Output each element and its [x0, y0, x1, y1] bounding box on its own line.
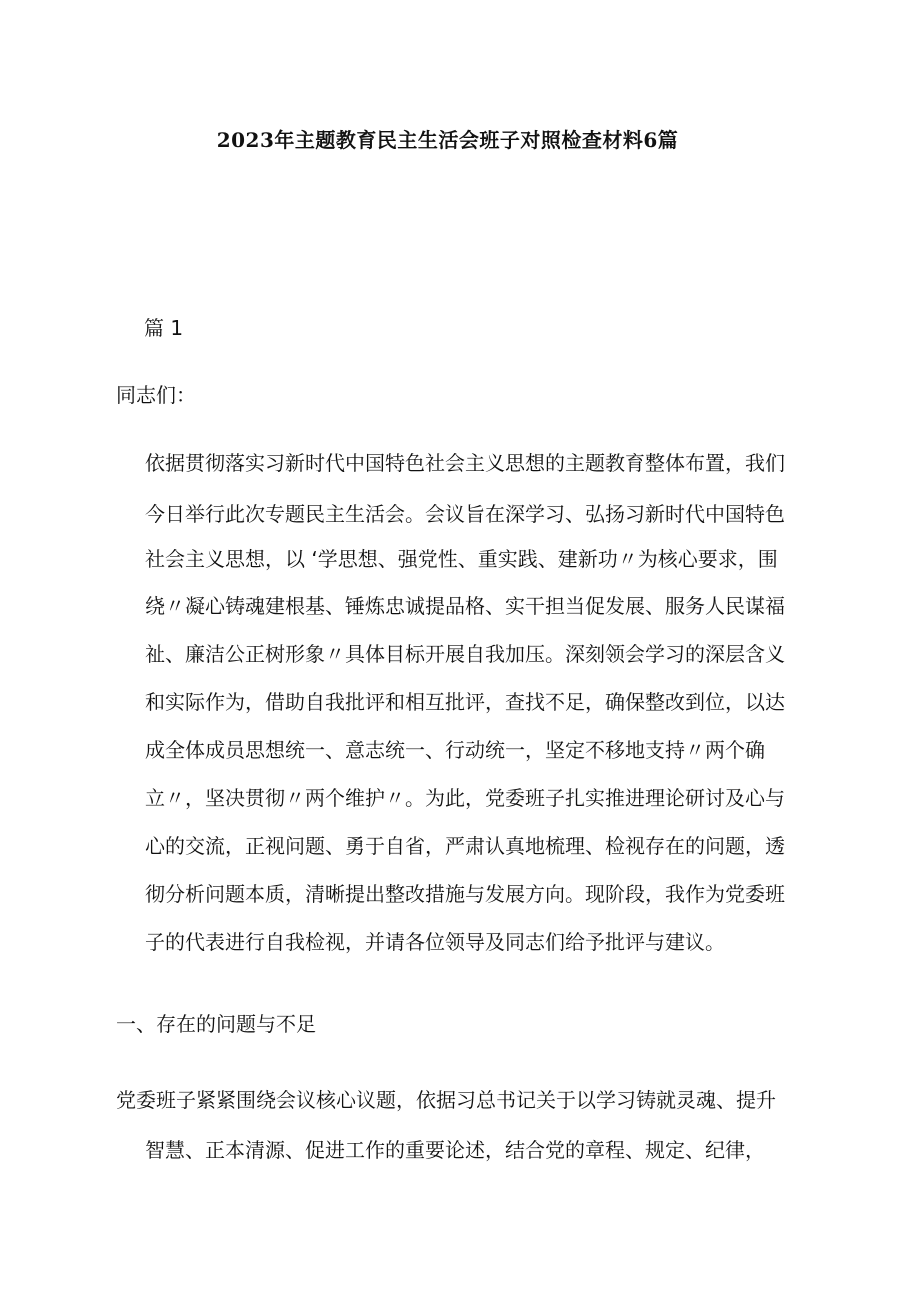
paragraph-1-line: 心的交流，正视问题、勇于自省，严肃认真地梳理、检视存在的问题，透: [145, 834, 785, 858]
paragraph-1-line: 立〃，坚决贯彻〃两个维护〃。为此，党委班子扎实推进理论研讨及心与: [145, 786, 785, 810]
paragraph-2-line: 智慧、正本清源、促进工作的重要论述，结合党的章程、规定、纪律，: [145, 1138, 765, 1162]
paragraph-1-line: 和实际作为，借助自我批评和相互批评，查找不足，确保整改到位，以达: [145, 690, 785, 714]
paragraph-1-line: 今日举行此次专题民主生活会。会议旨在深学习、弘扬习新时代中国特色: [145, 502, 785, 526]
section-heading: 一、存在的问题与不足: [116, 1012, 316, 1036]
section-label: 篇 1: [144, 316, 184, 340]
paragraph-1-line: 成全体成员思想统一、意志统一、行动统一，坚定不移地支持〃两个确: [145, 738, 765, 762]
paragraph-1-line: 祉、廉洁公正树形象〃具体目标开展自我加压。深刻领会学习的深层含义: [145, 642, 785, 666]
paragraph-1-line: 绕〃凝心铸魂建根基、锤炼忠诚提品格、实干担当促发展、服务人民谋福: [145, 594, 785, 618]
paragraph-1-line: 彻分析问题本质，清晰提出整改措施与发展方向。现阶段，我作为党委班: [145, 882, 785, 906]
paragraph-1-line: 子的代表进行自我检视，并请各位领导及同志们给予批评与建议。: [145, 930, 725, 954]
salutation: 同志们：: [116, 383, 196, 407]
document-title: 2023年主题教育民主生活会班子对照检查材料6篇: [216, 128, 679, 152]
paragraph-2-line: 党委班子紧紧围绕会议核心议题，依据习总书记关于以学习铸就灵魂、提升: [116, 1088, 776, 1112]
paragraph-1-line: 依据贯彻落实习新时代中国特色社会主义思想的主题教育整体布置，我们: [145, 451, 785, 475]
paragraph-1-line: 社会主义思想，以 ‘学思想、强党性、重实践、建新功〃为核心要求，围: [145, 547, 778, 571]
